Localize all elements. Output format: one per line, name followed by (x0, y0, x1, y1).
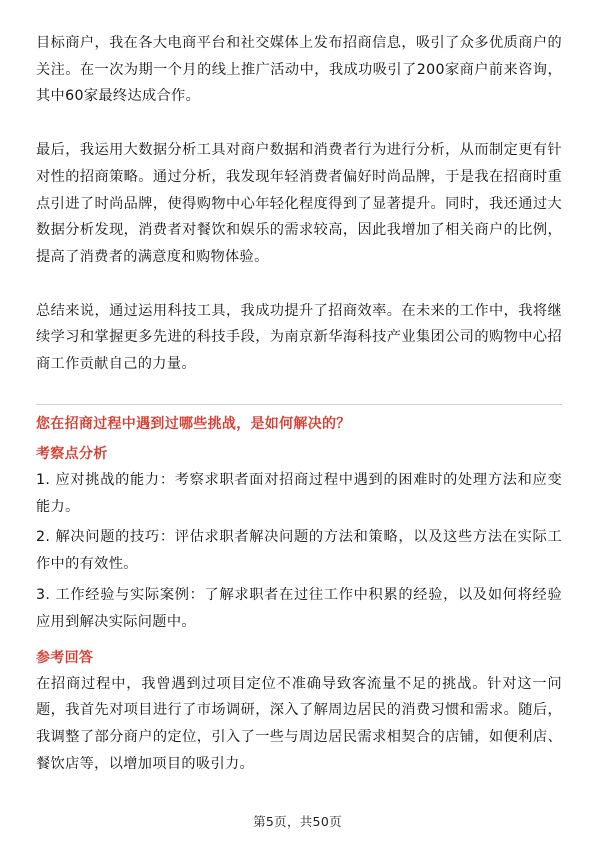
section-divider (36, 404, 562, 405)
page-number: 第5页，共50页 (253, 814, 342, 829)
paragraph-big-data: 最后，我运用大数据分析工具对商户数据和消费者行为进行分析，从而制定更有针对性的招商策略。通过分析，我发现年轻消费者偏好时尚品牌，于是我在招商时重点引进了时尚品牌，使得购物中心年轻化程度得到了显著提升。同时，我还通过大数据分析发现，消费者对餐饮和娱乐的需求较高，因此我增加了相关商户的比例，提高了消费者的满意度和购物体验。 (36, 142, 562, 265)
analysis-heading: 考察点分析 (36, 445, 108, 462)
analysis-item: 3. 工作经验与实际案例：了解求职者在过往工作中积累的经验，以及如何将经验应用到解决实际问题中。 (36, 586, 562, 630)
paragraph-intro: 目标商户，我在各大电商平台和社交媒体上发布招商信息，吸引了众多优质商户的关注。在一次为期一个月的线上推广活动中，我成功吸引了200家商户前来咨询，其中60家最终达成合作。 (36, 35, 562, 105)
document-body (36, 30, 562, 777)
answer-heading: 参考回答 (36, 649, 94, 666)
paragraph-summary: 总结来说，通过运用科技工具，我成功提升了招商效率。在未来的工作中，我将继续学习和掌握更多先进的科技手段，为南京新华海科技产业集团公司的购物中心招商工作贡献自己的力量。 (36, 302, 562, 373)
interview-question: 您在招商过程中遇到过哪些挑战，是如何解决的？ (36, 415, 351, 432)
answer-text: 在招商过程中，我曾遇到过项目定位不准确导致客流量不足的挑战。针对这一问题，我首先对项目进行了市场调研，深入了解周边居民的消费习惯和需求。随后，我调整了部分商户的定位，引入了一些与周边居民需求相契合的店铺，如便利店、餐饮店等，以增加项目的吸引力。 (36, 675, 562, 772)
analysis-item: 2. 解决问题的技巧：评估求职者解决问题的方法和策略，以及这些方法在实际工作中的有效性。 (36, 529, 562, 573)
analysis-item: 1. 应对挑战的能力：考察求职者面对招商过程中遇到的困难时的处理方法和应变能力。 (36, 471, 562, 515)
